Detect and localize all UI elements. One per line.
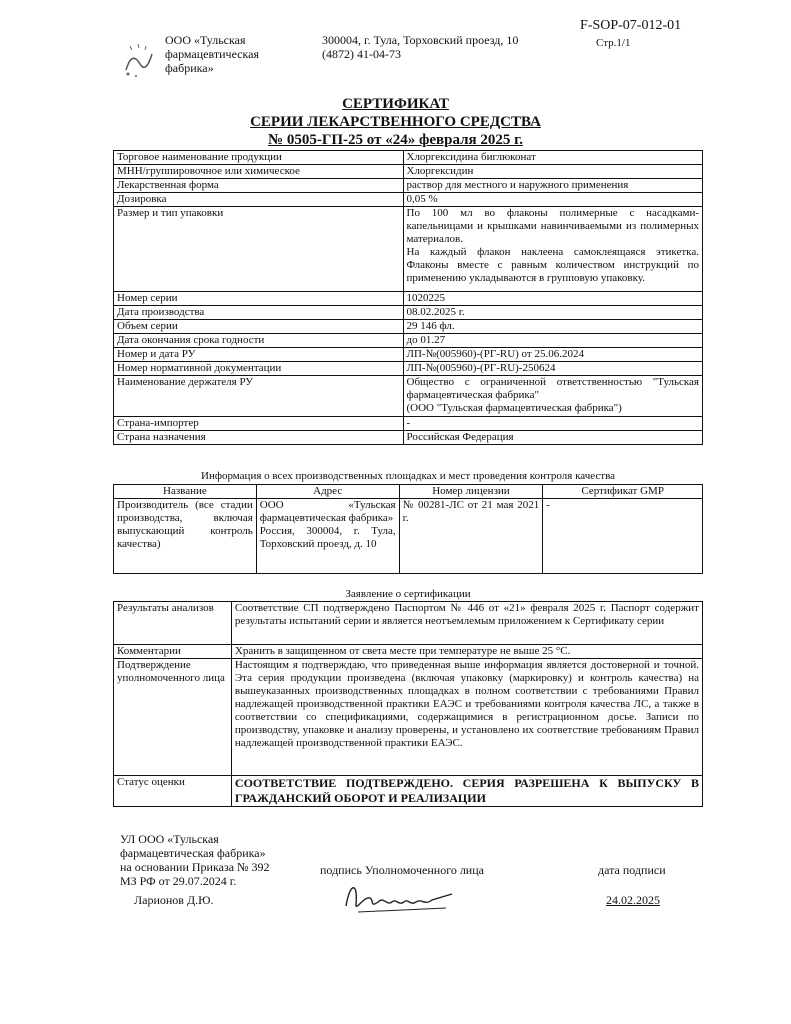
authority-block [120,832,269,888]
address-line: 300004, г. Тула, Торховский проезд, 10 [322,33,519,47]
column-header: Адрес [256,485,399,499]
row-value: Российская Федерация [403,431,703,445]
row-value: Хранить в защищенном от света месте при температуре не выше 25 °С. [231,645,702,659]
authority-line: на основании Приказа № 392 [120,860,270,874]
table-row [114,348,703,362]
site-gmp: - [543,499,703,574]
row-label: Номер серии [114,292,404,306]
document-title [0,95,791,149]
row-value: 29 146 фл. [403,320,703,334]
row-label: Наименование держателя РУ [114,376,404,417]
row-label: Дозировка [114,193,404,207]
table-row [114,151,703,165]
table-row [114,306,703,320]
table-row [114,320,703,334]
certificate-number: № 0505-ГП-25 от «24» февраля 2025 г. [268,132,523,148]
row-value: до 01.27 [403,334,703,348]
table-row [114,659,703,776]
site-license: № 00281-ЛС от 21 мая 2021 г. [399,499,543,574]
company-name [165,33,259,75]
row-label: Размер и тип упаковки [114,207,404,292]
row-value: 0,05 % [403,193,703,207]
table-row [114,292,703,306]
packaging-text-2: На каждый флакон наклеена самоклеящаяся этикетка. Флаконы вместе с равным количеством инструкций по применению укладываются в групповую упаковку. [406,246,699,284]
page-number: Стр.1/1 [596,37,631,49]
authority-line: фармацевтическая фабрика» [120,846,266,860]
column-header: Название [114,485,257,499]
table-header-row [114,485,703,499]
date-label: дата подписи [598,863,666,877]
company-line: ООО «Тульская [165,33,246,47]
site-address-cell [256,499,399,574]
row-label: Торговое наименование продукции [114,151,404,165]
row-value: Хлоргексидин [403,165,703,179]
site-name: Производитель (все стадии производства, включая выпускающий контроль качества) [114,499,257,574]
row-label: МНН/группировочное или химическое [114,165,404,179]
row-value [403,376,703,417]
row-value: Соответствие СП подтверждено Паспортом № 446 от «21» февраля 2025 г. Паспорт содержит результаты испытаний серии и является неотъемлемым приложением к Сертификату серии [231,602,702,645]
row-value: 1020225 [403,292,703,306]
row-label: Комментарии [114,645,232,659]
row-label: Подтверждение уполномоченного лица [114,659,232,776]
row-value: раствор для местного и наружного применения [403,179,703,193]
row-label: Лекарственная форма [114,179,404,193]
packaging-text: По 100 мл во флаконы полимерные с насадками-капельницами и крышками навинчиваемыми из полимерных материалов. [406,207,699,245]
statement-table [113,601,703,807]
row-label: Страна-импортер [114,417,404,431]
title-line: СЕРИИ ЛЕКАРСТВЕННОГО СРЕДСТВА [250,114,541,130]
column-header: Номер лицензии [399,485,543,499]
table-row [114,376,703,417]
phone-line: (4872) 41-04-73 [322,47,401,61]
site-company: ООО «Тульская фармацевтическая фабрика» [259,499,396,524]
sites-table [113,484,703,574]
row-label: Результаты анализов [114,602,232,645]
row-value: Настоящим я подтверждаю, что приведенная выше информация является достоверной и точной. Эта серия продукции произведена (включая упаковку (маркировку) и контроль качества) на вышеуказанных производственных площадках в полном соответствии с требованиями Правил надлежащей производственной практики ЕАЭС и требованиями контроля качества ЛС, а также в соответствии со спецификациями, содержащимися в регистрационном досье. Записи по производству, упаковке и анализу проверены, и установлено их соответствие требованиям Правил надлежащей производственной практики ЕАЭС. [231,659,702,776]
title-line: СЕРТИФИКАТ [342,96,449,112]
table-row [114,645,703,659]
table-row [114,362,703,376]
company-logo-icon [118,40,160,80]
table-row [114,499,703,574]
row-value: Хлоргексидина биглюконат [403,151,703,165]
table-row [114,165,703,179]
authority-line: МЗ РФ от 29.07.2024 г. [120,874,237,888]
row-value: ЛП-№(005960)-(РГ-RU) от 25.06.2024 [403,348,703,362]
signature-date: 24.02.2025 [606,893,660,907]
row-label: Страна назначения [114,431,404,445]
assessment-status: СООТВЕТСТВИЕ ПОДТВЕРЖДЕНО. СЕРИЯ РАЗРЕШЕНА К ВЫПУСКУ В ГРАЖДАНСКИЙ ОБОРОТ И РЕАЛИЗАЦИИ [231,776,702,807]
row-value: 08.02.2025 г. [403,306,703,320]
product-table [113,150,703,445]
statement-caption: Заявление о сертификации [345,588,471,600]
row-value: - [403,417,703,431]
row-label: Номер нормативной документации [114,362,404,376]
holder-short-name: (ООО "Тульская фармацевтическая фабрика") [406,402,622,414]
company-line: фабрика» [165,61,214,75]
authority-line: УЛ ООО «Тульская [120,832,219,846]
table-row [114,207,703,292]
table-row [114,431,703,445]
row-label: Статус оценки [114,776,232,807]
row-label: Номер и дата РУ [114,348,404,362]
column-header: Сертификат GMP [543,485,703,499]
row-label: Объем серии [114,320,404,334]
row-value [403,207,703,292]
holder-name: Общество с ограниченной ответственностью "Тульская фармацевтическая фабрика" [406,376,699,401]
table-row [114,193,703,207]
form-code: F-SOP-07-012-01 [580,18,682,33]
row-value: ЛП-№(005960)-(РГ-RU)-250624 [403,362,703,376]
signature-icon [340,876,460,916]
table-row [114,179,703,193]
table-row [114,602,703,645]
table-row [114,334,703,348]
table-row [114,776,703,807]
row-label: Дата производства [114,306,404,320]
company-line: фармацевтическая [165,47,260,61]
company-address [322,33,518,61]
sites-caption: Информация о всех производственных площадках и мест проведения контроля качества [201,470,615,482]
site-address: Россия, 300004, г. Тула, Торховский проезд, д. 10 [259,525,396,550]
signer-name: Ларионов Д.Ю. [134,893,214,907]
signature-label: подпись Уполномоченного лица [320,863,484,877]
table-row [114,417,703,431]
row-label: Дата окончания срока годности [114,334,404,348]
